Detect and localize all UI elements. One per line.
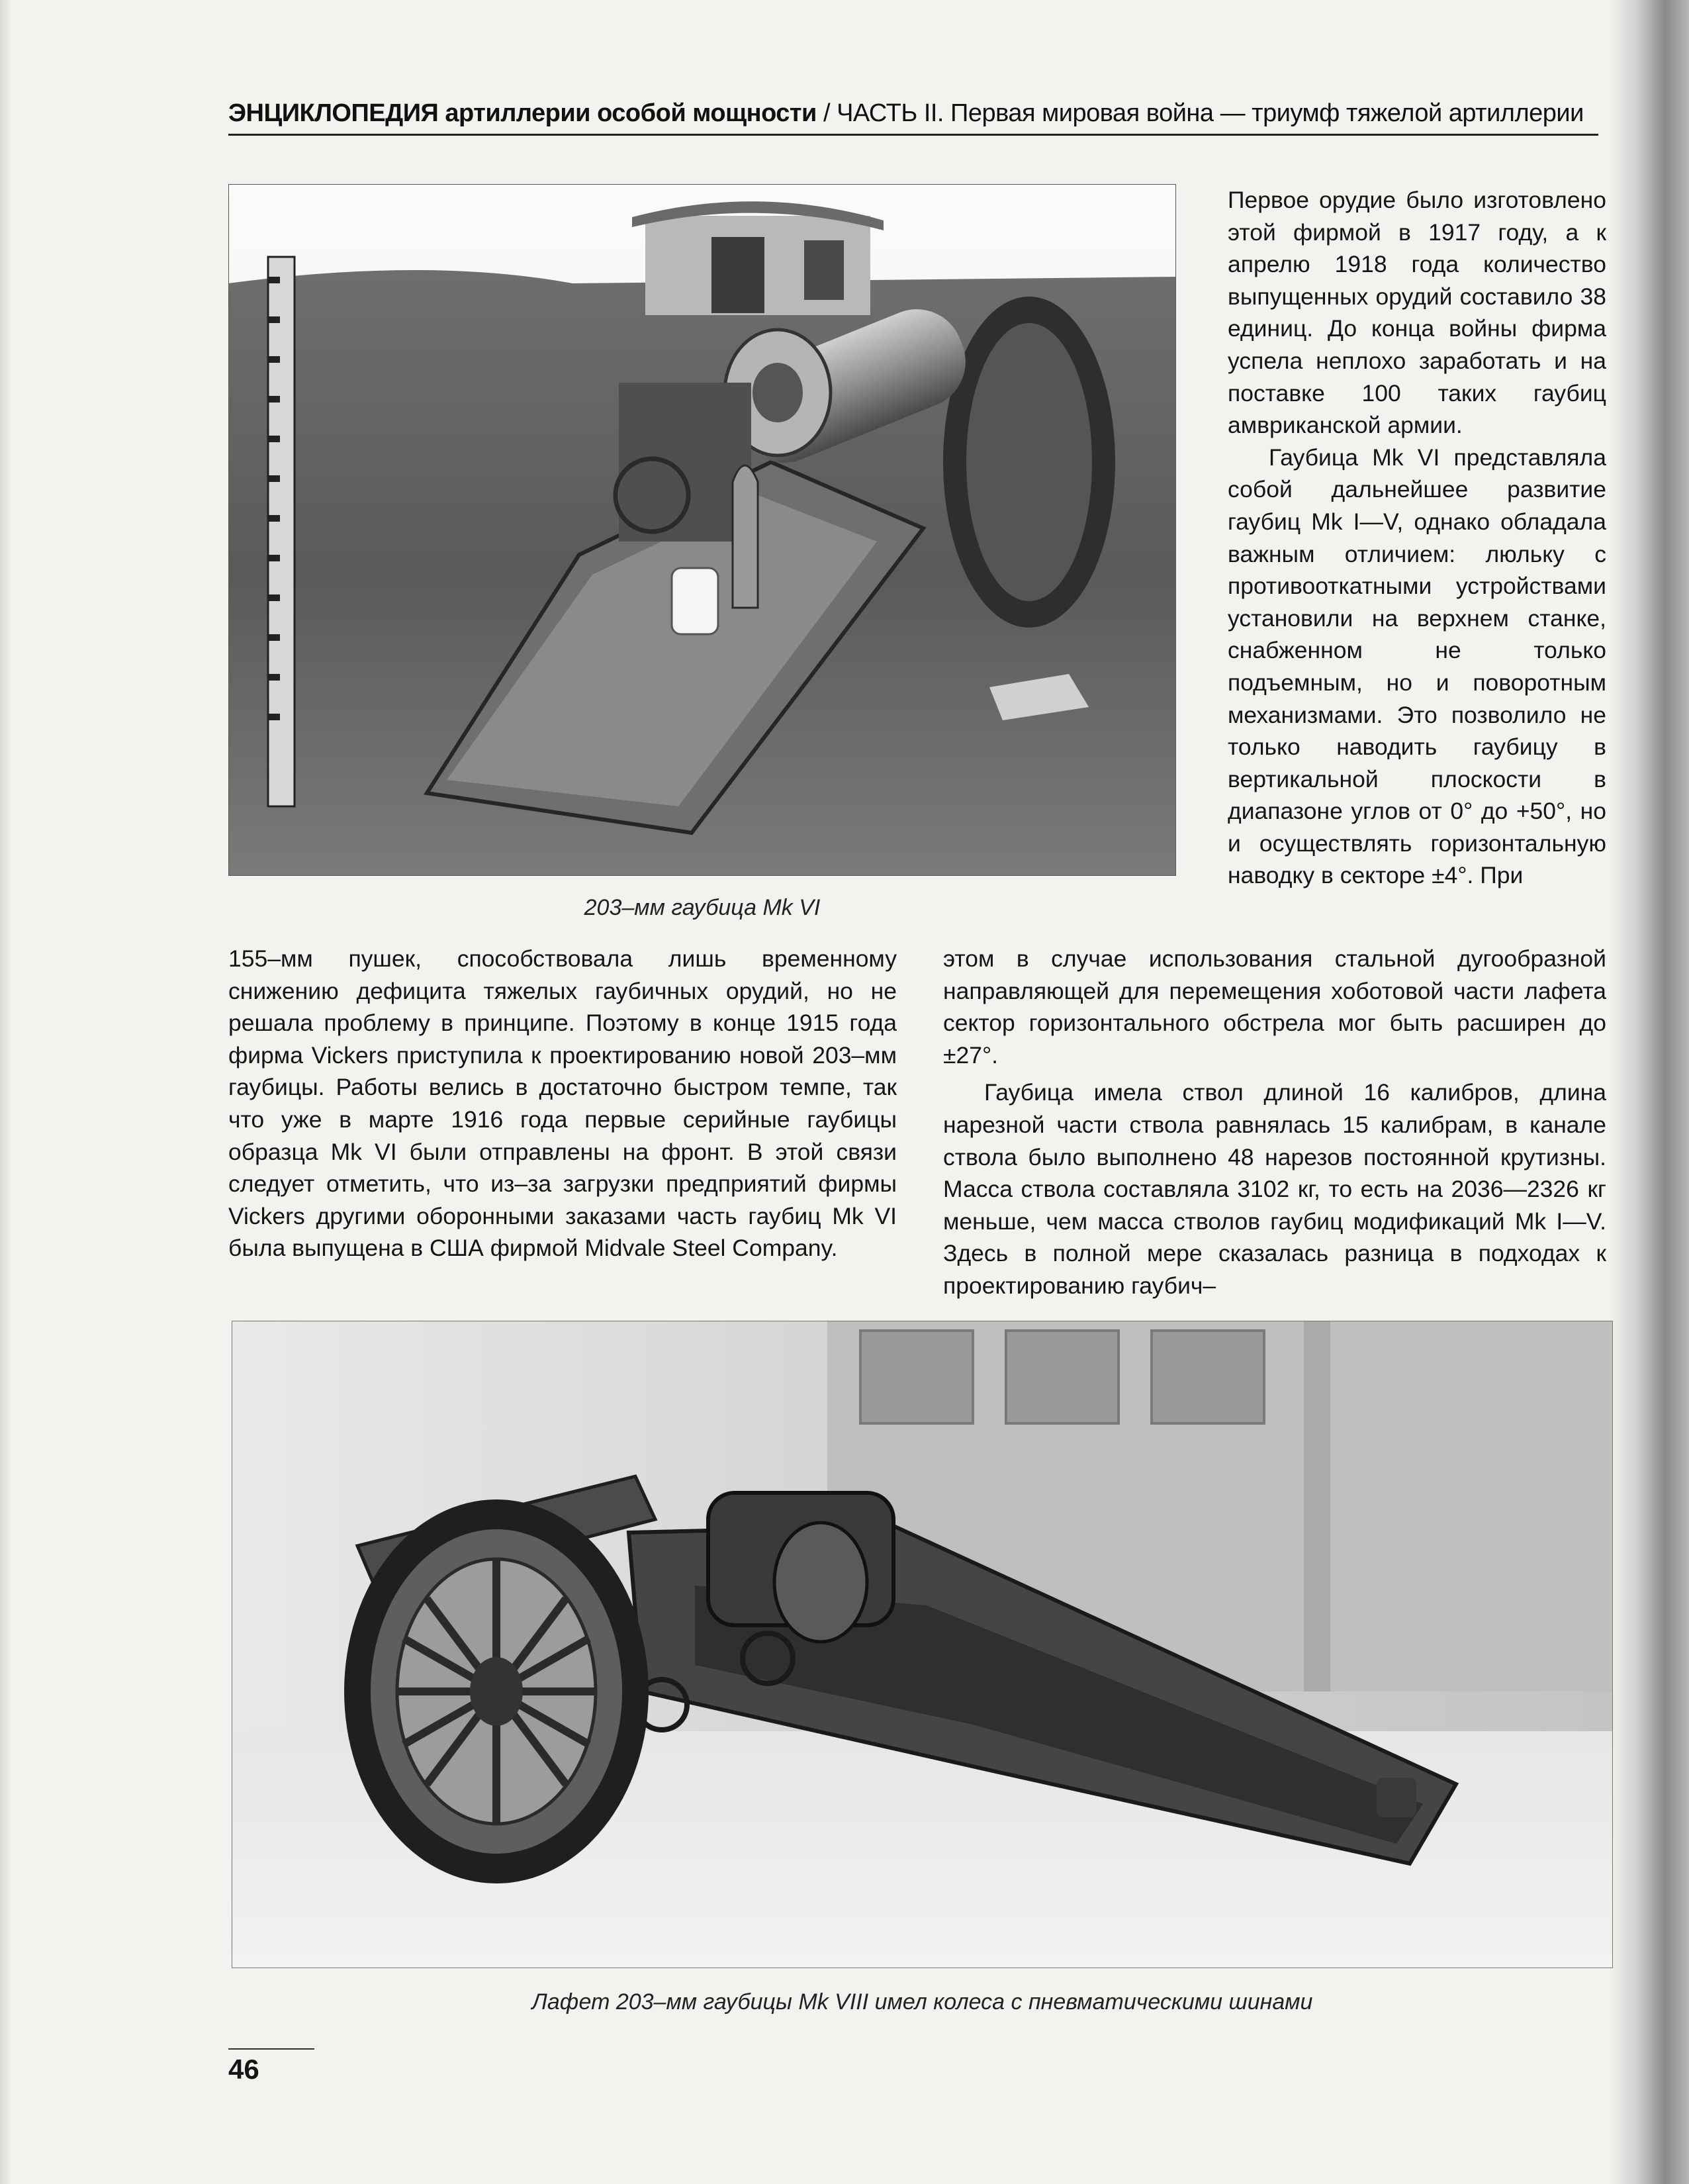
- header-rule: [228, 134, 1598, 136]
- paragraph-right-3: Гаубица имела ствол длиной 16 калибров, длина нарезной части ствола равнялась 15 калибрам, в канале ствола было выполнено 48 нарезов постоянной крутизны. Масса ствола составляла 3102 кг, то есть на 2036—2326 кг меньше, чем масса стволов гаубиц модификаций Mk I—V. Здесь в полной мере сказалась разница в подходах к проектированию гаубич–: [943, 1079, 1606, 1299]
- right-column-wide: [943, 943, 1606, 1302]
- photo-howitzer-mk-vi: [228, 184, 1176, 876]
- page-left-edge: [0, 0, 12, 2184]
- photo-carriage-mk-viii-image: [232, 1321, 1613, 1968]
- running-header: [228, 99, 1598, 128]
- header-title-rest: ЧАСТЬ II. Первая мировая война — триумф тяжелой артиллерии: [837, 99, 1584, 127]
- header-separator: /: [816, 99, 837, 127]
- left-column: [228, 943, 897, 1264]
- paragraph-left-1: 155–мм пушек, способствовала лишь временному снижению дефицита тяжелых гаубичных орудий, но не решала проблему в принципе. Поэтому в конце 1915 года фирма Vickers приступила к проектированию новой 203–мм гаубицы. Работы велись в достаточно быстром темпе, так что уже в марте 1916 года первые серийные гаубицы образца Mk VI были отправлены на фронт. В этой связи следует отметить, что из–за загрузки предприятий фирмы Vickers другими оборонными заказами часть гаубиц Mk VI была выпущена в США фирмой Midvale Steel Company.: [228, 945, 897, 1262]
- page-right-edge: [1610, 0, 1689, 2184]
- figure-2-caption: Лафет 203–мм гаубицы Mk VIII имел колеса с пневматическими шинами: [531, 1989, 1313, 2015]
- right-column-narrow: [1228, 184, 1606, 892]
- paragraph-right-2: Гаубица Mk VI представляла собой дальнейшее развитие гаубиц Mk I—V, однако обладала важным отличием: люльку с противооткатными устройствами установили на верхнем станке, снабженном не только подъемным, но и поворотным механизмами. Это позволило не только наводить гаубицу в вертикальной плоскости в диапазоне углов от 0° до +50°, но и осуществлять горизонтальную наводку в секторе ±4°. При: [1228, 444, 1606, 889]
- page-number-rule: [228, 2048, 314, 2050]
- photo-carriage-mk-viii: [232, 1321, 1613, 1968]
- figure-1-caption: 203–мм гаубица Mk VI: [584, 895, 821, 920]
- header-title-bold: ЭНЦИКЛОПЕДИЯ артиллерии особой мощности: [228, 99, 817, 127]
- page-number: 46: [228, 2054, 259, 2085]
- photo-howitzer-mk-vi-image: [228, 184, 1176, 876]
- paragraph-right-2-continued: этом в случае использования стальной дугообразной направляющей для перемещения хоботовой части лафета сектор горизонтального обстрела мог быть расширен до ±27°.: [943, 945, 1606, 1068]
- paragraph-right-1: Первое орудие было изготовлено этой фирмой в 1917 году, а к апрелю 1918 года количество выпущенных орудий составило 38 единиц. До конца войны фирма успела неплохо заработать и на поставке 100 таких гаубиц амвриканской армии.: [1228, 187, 1606, 439]
